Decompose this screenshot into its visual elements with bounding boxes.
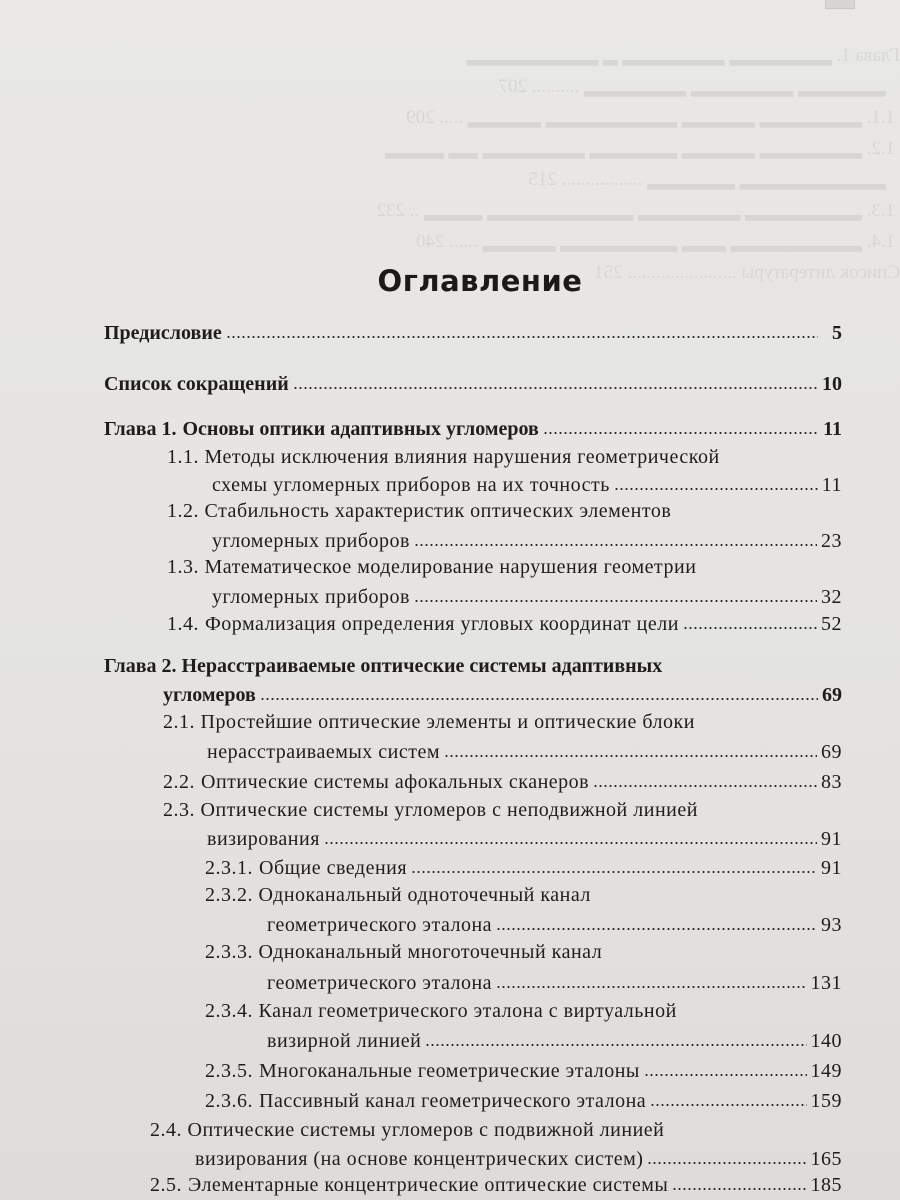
- dot-leader: [414, 543, 817, 547]
- toc-entry-2-4-line-2[interactable]: [195, 1148, 842, 1174]
- toc-entry-title: угломеров: [163, 684, 256, 706]
- dot-leader: [672, 1187, 806, 1191]
- toc-entry-title: геометрического эталона: [267, 914, 493, 936]
- toc-entry-title: схемы угломерных приборов на их точность: [212, 474, 610, 496]
- toc-page-number: 5: [832, 322, 842, 344]
- toc-page-number: 11: [823, 418, 842, 440]
- toc-entry-chapter-1[interactable]: [104, 418, 842, 444]
- toc-entry-title: Общие сведения: [259, 857, 408, 879]
- dot-leader: [644, 1073, 807, 1077]
- dot-leader: [414, 599, 817, 603]
- toc-entry-2-3-5[interactable]: [205, 1060, 842, 1086]
- toc-entry-title: Многоканальные геометрические эталоны: [259, 1060, 640, 1082]
- toc-entry-title: визирной линией: [267, 1030, 422, 1052]
- toc-entry-title: Оптические системы угломеров с неподвижной линией: [200, 799, 698, 821]
- toc-entry-2-2[interactable]: [163, 771, 842, 797]
- toc-entry-1-4[interactable]: [167, 613, 842, 639]
- bleed-through-text: Глава 1. ▂▂▂▂▂▂▂ ▂▂▂▂▂▂▂ ▂ ▂▂▂▂▂▂▂▂▂ ▂▂▂▂▂▂ ▂▂▂▂▂▂▂ ▂▂▂▂▂▂▂ .......... 207 1.1. ▂▂▂▂▂▂▂ ▂▂▂▂▂ ▂▂▂▂▂▂▂▂▂ ▂▂▂▂▂ ..... 209 1.2. ▂▂▂▂▂▂▂ ▂▂▂▂▂ ▂▂▂▂▂▂ ▂▂▂▂▂▂▂ ▂▂ ▂▂▂▂ ▂▂▂▂▂▂▂▂▂▂ ▂▂▂▂▂▂ ................. 215 1.3. ▂▂▂▂▂▂▂▂ ▂▂▂▂▂▂▂ ▂▂▂▂▂▂▂▂▂▂ ▂▂▂▂ .. 232 1.4. ▂▂▂▂▂▂▂▂▂ ▂▂▂ ▂▂▂▂▂▂▂▂ ▂▂▂▂▂ ...... 240 Список литературы ....................... 251: [376, 45, 900, 283]
- toc-entry-2-3-3-line-2[interactable]: [267, 972, 842, 998]
- toc-entry-1-3-line-1[interactable]: [167, 556, 696, 579]
- toc-entry-2-3-3-line-1[interactable]: [205, 941, 602, 964]
- toc-entry-title: Список сокращений: [104, 373, 289, 395]
- toc-page-number: 159: [810, 1090, 842, 1112]
- toc-entry-2-3-6[interactable]: [205, 1090, 842, 1116]
- toc-entry-1-2-line-1[interactable]: [167, 500, 671, 523]
- toc-entry-number: 2.3.1.: [205, 857, 253, 879]
- dot-leader: [543, 431, 818, 435]
- toc-entry-2-4-line-1[interactable]: [150, 1119, 664, 1142]
- toc-entry-number: 2.2.: [163, 771, 195, 793]
- dot-leader: [411, 870, 817, 874]
- toc-page-number: 11: [821, 474, 842, 496]
- toc-entry-title: угломерных приборов: [212, 530, 410, 552]
- toc-entry-chapter-2-line-2[interactable]: [163, 684, 842, 710]
- dot-leader: [226, 335, 818, 339]
- toc-entry-title: Математическое моделирование нарушения геометрии: [204, 556, 697, 578]
- toc-entry-number: 2.3.5.: [205, 1060, 253, 1082]
- toc-entry-title: Предисловие: [104, 322, 222, 344]
- toc-entry-title: Формализация определения угловых координат цели: [205, 613, 679, 635]
- toc-entry-title: Основы оптики адаптивных угломеров: [182, 418, 539, 440]
- toc-entry-number: 1.4.: [167, 613, 199, 635]
- page-tab: [825, 0, 855, 9]
- toc-page-number: 69: [821, 741, 842, 763]
- toc-entry-number: 2.1.: [163, 711, 195, 733]
- toc-entry-title: Одноканальный многоточечный канал: [258, 941, 603, 963]
- toc-entry-title: Пассивный канал геометрического эталона: [259, 1090, 647, 1112]
- toc-page-number: 52: [821, 613, 842, 635]
- toc-entry-title: Стабильность характеристик оптических элементов: [204, 500, 672, 522]
- toc-entry-1-2-line-2[interactable]: [212, 530, 842, 556]
- toc-page-number: 32: [821, 586, 842, 608]
- dot-leader: [614, 487, 818, 491]
- toc-entry-title: Простейшие оптические элементы и оптические блоки: [200, 711, 695, 733]
- toc-entry-title: Канал геометрического эталона с виртуальной: [258, 1000, 677, 1022]
- toc-page-number: 83: [821, 771, 842, 793]
- toc-entry-1-1-line-2[interactable]: [212, 474, 842, 500]
- toc-page-number: 91: [821, 828, 842, 850]
- toc-entry-number: 1.2.: [167, 500, 199, 522]
- toc-entry-2-3-2-line-1[interactable]: [205, 884, 591, 907]
- toc-entry-title: геометрического эталона: [267, 972, 493, 994]
- toc-page-number: 149: [810, 1060, 842, 1082]
- toc-entry-title: визирования: [207, 828, 320, 850]
- toc-entry-2-5[interactable]: [150, 1174, 842, 1200]
- toc-entry-title: Методы исключения влияния нарушения геометрической: [204, 446, 720, 468]
- toc-entry-2-3-2-line-2[interactable]: [267, 914, 842, 940]
- toc-page-number: 140: [810, 1030, 842, 1052]
- toc-entry-number: Глава 1.: [104, 418, 177, 440]
- toc-page-number: 91: [821, 857, 842, 879]
- toc-entry-number: 2.3.4.: [205, 1000, 253, 1022]
- toc-page-number: 10: [822, 373, 842, 395]
- toc-entry-number: 1.1.: [167, 446, 199, 468]
- toc-entry-title: Элементарные концентрические оптические системы: [188, 1174, 669, 1196]
- toc-entry-abbreviations[interactable]: [104, 373, 842, 399]
- toc-entry-number: 2.5.: [150, 1174, 182, 1196]
- toc-entry-2-3-4-line-2[interactable]: [267, 1030, 842, 1056]
- toc-page-number: 131: [810, 972, 842, 994]
- toc-entry-1-1-line-1[interactable]: [167, 446, 720, 469]
- dot-leader: [260, 697, 818, 701]
- toc-entry-2-3-line-1[interactable]: [163, 799, 698, 822]
- toc-entry-number: 2.3.: [163, 799, 195, 821]
- toc-entry-1-3-line-2[interactable]: [212, 586, 842, 612]
- dot-leader: [324, 841, 817, 845]
- toc-entry-2-3-1[interactable]: [205, 857, 842, 883]
- toc-entry-2-3-line-2[interactable]: [207, 828, 842, 854]
- toc-entry-title: нерасстраиваемых систем: [207, 741, 441, 763]
- toc-entry-chapter-2-line-1[interactable]: [104, 655, 662, 678]
- toc-page-number: 23: [821, 530, 842, 552]
- toc-entry-number: 2.3.3.: [205, 941, 253, 963]
- toc-entry-title: визирования (на основе концентрических систем): [195, 1148, 644, 1170]
- toc-entry-number: 2.3.6.: [205, 1090, 253, 1112]
- dot-leader: [650, 1103, 806, 1107]
- dot-leader: [293, 386, 818, 390]
- dot-leader: [593, 784, 817, 788]
- toc-entry-number: 2.3.2.: [205, 884, 253, 906]
- toc-page-number: 93: [821, 914, 842, 936]
- toc-entry-2-1-line-2[interactable]: [207, 741, 842, 767]
- dot-leader: [496, 927, 817, 931]
- toc-entry-number: 1.3.: [167, 556, 199, 578]
- toc-entry-title: Оптические системы угломеров с подвижной линией: [187, 1119, 665, 1141]
- toc-entry-title: угломерных приборов: [212, 586, 410, 608]
- dot-leader: [496, 985, 806, 989]
- toc-page-number: 185: [810, 1174, 842, 1196]
- dot-leader: [647, 1161, 806, 1165]
- toc-entry-2-3-4-line-1[interactable]: [205, 1000, 677, 1023]
- toc-page-number: 69: [822, 684, 842, 706]
- toc-entry-2-1-line-1[interactable]: [163, 711, 695, 734]
- toc-entry-title: Нерасстраиваемые оптические системы адаптивных: [181, 655, 663, 677]
- toc-page-number: 165: [810, 1148, 842, 1170]
- toc-entry-title: Одноканальный одноточечный канал: [258, 884, 591, 906]
- dot-leader: [425, 1043, 806, 1047]
- toc-entry-number: Глава 2.: [104, 655, 177, 677]
- toc-entry-title: Оптические системы афокальных сканеров: [201, 771, 590, 793]
- toc-entry-number: 2.4.: [150, 1119, 182, 1141]
- toc-entry-preface[interactable]: [104, 322, 842, 348]
- page-title: Оглавление: [377, 264, 583, 298]
- dot-leader: [683, 626, 817, 630]
- dot-leader: [444, 754, 817, 758]
